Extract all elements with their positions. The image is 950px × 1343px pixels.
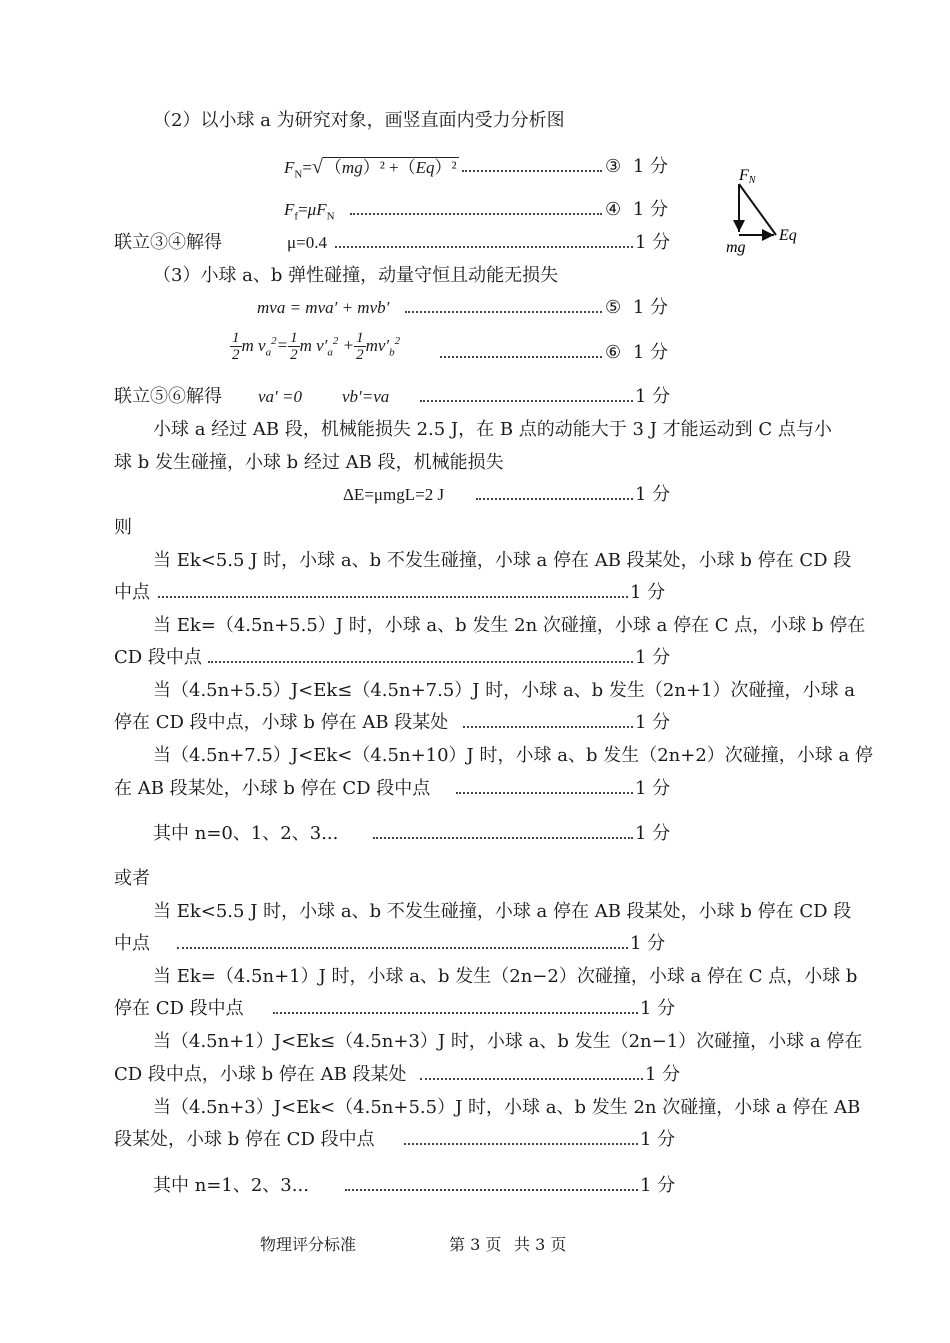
case-a-1-line2: 中点	[114, 582, 150, 603]
points: 1 分	[635, 484, 671, 505]
points: 1 分	[645, 1064, 681, 1085]
equation-6-mark: ⑥ 1 分	[605, 342, 669, 363]
case-b-2-line2: 停在 CD 段中点	[114, 998, 244, 1019]
equation-3-mark: ③ 1 分	[605, 156, 669, 177]
equation-4-mark: ④ 1 分	[605, 199, 669, 220]
fn-label: FN	[739, 167, 756, 186]
footer-page-total: 共 3 页	[514, 1235, 567, 1254]
points: 1 分	[635, 823, 671, 844]
mu-result: μ=0.4	[287, 233, 327, 252]
case-a-4-line1: 当（4.5n+7.5）J<Ek<（4.5n+10）J 时，小球 a、b 发生（2n+2）次碰撞，小球 a 停	[153, 745, 873, 766]
case-b-4-line2: 段某处，小球 b 停在 CD 段中点	[114, 1129, 375, 1150]
leader-dots	[420, 400, 633, 402]
leader-dots	[350, 213, 602, 215]
points: 1 分	[640, 998, 676, 1019]
part2-intro: （2）以小球 a 为研究对象，画竖直面内受力分析图	[153, 110, 565, 131]
fn-line	[739, 184, 776, 235]
paragraph-line: 球 b 发生碰撞，小球 b 经过 AB 段，机械能损失	[114, 452, 504, 473]
case-a-3-line1: 当（4.5n+5.5）J<Ek≤（4.5n+7.5）J 时，小球 a、b 发生（2n+1）次碰撞，小球 a	[153, 680, 855, 701]
case-a-2-line2: CD 段中点	[114, 647, 202, 668]
case-b-3-line2: CD 段中点，小球 b 停在 AB 段某处	[114, 1064, 407, 1085]
equation-4: $F_f=\mu F_N$	[284, 200, 335, 223]
case-a-3-line2: 停在 CD 段中点，小球 b 停在 AB 段某处	[114, 712, 449, 733]
equation-5-mark: ⑤ 1 分	[605, 297, 669, 318]
points: 1 分	[640, 1175, 676, 1196]
points: 1 分	[635, 232, 671, 253]
points: 1 分	[635, 386, 671, 407]
leader-dots	[476, 498, 633, 500]
footer-page-number: 第 3 页	[449, 1235, 502, 1254]
equation-6: $\frac{1}{2}$ m $v_a^2=$ $\frac{1}{2}$ m $v'_a^2$ + $\frac{1}{2}$ $mv'_b^2$	[232, 330, 401, 364]
eq-label: Eq	[779, 227, 797, 244]
case-b-n-range: 其中 n=1、2、3...	[153, 1175, 309, 1196]
delta-e-equation: ΔE=μmgL=2 J	[343, 485, 445, 504]
case-b-2-line1: 当 Ek=（4.5n+1）J 时，小球 a、b 发生（2n−2）次碰撞，小球 a 停在 C 点，小球 b	[153, 966, 858, 987]
or-label: 或者	[114, 868, 150, 889]
leader-dots	[273, 1012, 638, 1014]
case-a-1-line1: 当 Ek<5.5 J 时，小球 a、b 不发生碰撞，小球 a 停在 AB 段某处，小球 b 停在 CD 段	[153, 550, 852, 571]
points: 1 分	[635, 712, 671, 733]
case-b-4-line1: 当（4.5n+3）J<Ek<（4.5n+5.5）J 时，小球 a、b 发生 2n 次碰撞，小球 a 停在 AB	[153, 1097, 861, 1118]
case-a-4-line2: 在 AB 段某处，小球 b 停在 CD 段中点	[114, 778, 431, 799]
leader-dots	[158, 596, 628, 598]
points: 1 分	[635, 778, 671, 799]
equation-3: $F_N=√$ （mg）² +（Eq）²	[284, 156, 457, 181]
leader-dots	[462, 170, 602, 172]
equation-5: mva = mva′ + mvb′	[257, 298, 390, 317]
points: 1 分	[630, 582, 666, 603]
paragraph-line: 小球 a 经过 AB 段，机械能损失 2.5 J，在 B 点的动能大于 3 J 才能运动到 C 点与小	[153, 419, 832, 440]
case-b-3-line1: 当（4.5n+1）J<Ek≤（4.5n+3）J 时，小球 a、b 发生（2n−1）次碰撞，小球 a 停在	[153, 1031, 863, 1052]
velocity-a-result: va′ =0	[258, 387, 302, 406]
footer-title: 物理评分标准	[260, 1235, 357, 1254]
leader-dots	[177, 947, 628, 949]
mg-label: mg	[726, 239, 746, 256]
leader-dots	[335, 246, 633, 248]
case-a-2-line1: 当 Ek=（4.5n+5.5）J 时，小球 a、b 发生 2n 次碰撞，小球 a 停在 C 点，小球 b 停在	[153, 615, 866, 636]
leader-dots	[405, 311, 602, 313]
points: 1 分	[630, 933, 666, 954]
leader-dots	[463, 726, 633, 728]
leader-dots	[373, 837, 633, 839]
points: 1 分	[635, 647, 671, 668]
solve-label-34: 联立③④解得	[114, 232, 222, 253]
force-diagram	[722, 160, 812, 260]
leader-dots	[208, 661, 633, 663]
then-label: 则	[114, 517, 132, 538]
leader-dots	[345, 1189, 638, 1191]
leader-dots	[404, 1143, 638, 1145]
leader-dots	[420, 1078, 643, 1080]
case-b-1-line2: 中点	[114, 933, 150, 954]
solve-label-56: 联立⑤⑥解得	[114, 386, 222, 407]
part3-intro: （3）小球 a、b 弹性碰撞，动量守恒且动能无损失	[153, 265, 559, 286]
points: 1 分	[640, 1129, 676, 1150]
case-a-n-range: 其中 n=0、1、2、3...	[153, 823, 339, 844]
case-b-1-line1: 当 Ek<5.5 J 时，小球 a、b 不发生碰撞，小球 a 停在 AB 段某处，小球 b 停在 CD 段	[153, 901, 852, 922]
velocity-b-result: vb′=va	[342, 387, 390, 406]
leader-dots	[456, 792, 633, 794]
leader-dots	[440, 356, 602, 358]
